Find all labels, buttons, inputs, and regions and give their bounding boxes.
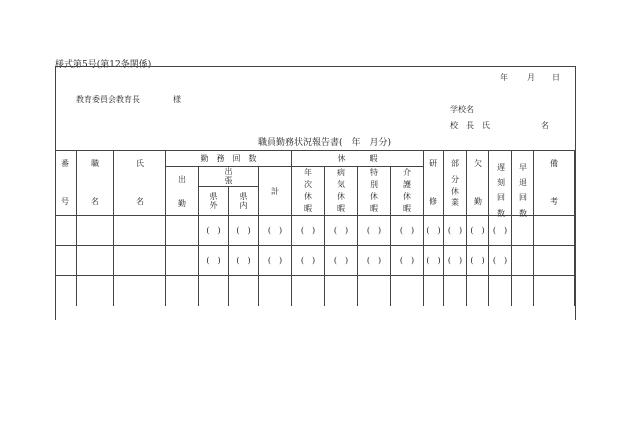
count-placeholder: ( ) — [333, 256, 349, 265]
date-day: 日 — [552, 73, 560, 82]
table-row — [56, 246, 575, 276]
report-table — [55, 150, 575, 306]
count-placeholder: ( ) — [447, 256, 463, 265]
count-placeholder: ( ) — [366, 256, 382, 265]
count-placeholder: ( ) — [470, 256, 485, 265]
form-caption: 様式第5号(第12条関係) — [55, 60, 152, 70]
count-placeholder: ( ) — [470, 226, 485, 235]
count-placeholder: ( ) — [300, 226, 316, 235]
count-placeholder: ( ) — [300, 256, 316, 265]
table-row — [56, 276, 575, 307]
addressee-honorific: 様 — [173, 95, 181, 104]
principal-label: 校 長 氏 — [450, 121, 490, 130]
header-absent: 欠 勤 — [467, 151, 489, 216]
count-placeholder: ( ) — [492, 226, 508, 235]
date-year: 年 — [500, 73, 508, 82]
header-leave: 休 暇 — [292, 151, 424, 167]
header-trip-in-prefecture: 県 内 — [229, 187, 259, 216]
count-placeholder: ( ) — [267, 256, 283, 265]
addressee: 教育委員会教育長 — [76, 95, 140, 104]
header-late: 遅 刻 回 数 — [489, 151, 512, 216]
count-placeholder: ( ) — [447, 226, 463, 235]
header-annual-leave: 年 次 休 暇 — [292, 167, 325, 216]
header-care-leave: 介 護 休 暇 — [391, 167, 424, 216]
header-total: 計 — [259, 167, 292, 216]
count-placeholder: ( ) — [492, 256, 508, 265]
header-trip-out-of-prefecture: 県 外 — [199, 187, 229, 216]
count-placeholder: ( ) — [426, 256, 441, 265]
count-placeholder: ( ) — [399, 226, 415, 235]
count-placeholder: ( ) — [426, 226, 441, 235]
header-sick-leave: 病 気 休 暇 — [325, 167, 358, 216]
count-placeholder: ( ) — [366, 226, 382, 235]
count-placeholder: ( ) — [399, 256, 415, 265]
header-post: 職 名 — [77, 151, 114, 216]
name-suffix: 名 — [541, 121, 549, 130]
header-remarks: 備 考 — [534, 151, 575, 216]
header-early: 早 退 回 数 — [512, 151, 534, 216]
header-name: 氏 名 — [114, 151, 166, 216]
header-present: 出 勤 — [166, 167, 199, 216]
header-business-trip: 出 張 — [199, 167, 259, 187]
count-placeholder: ( ) — [206, 256, 221, 265]
page-title: 職員勤務状況報告書( 年 月分) — [258, 138, 392, 148]
header-training: 研 修 — [424, 151, 444, 216]
count-placeholder: ( ) — [206, 226, 221, 235]
count-placeholder: ( ) — [236, 256, 251, 265]
count-placeholder: ( ) — [333, 226, 349, 235]
count-placeholder: ( ) — [236, 226, 251, 235]
header-attendance-days: 勤 務 回 数 — [166, 151, 292, 167]
date-month: 月 — [527, 73, 535, 82]
header-partial-leave: 部 分 休 業 — [444, 151, 467, 216]
header-number: 番 号 — [56, 151, 77, 216]
school-name-label: 学校名 — [450, 105, 474, 114]
count-placeholder: ( ) — [267, 226, 283, 235]
header-special-leave: 特 別 休 暇 — [358, 167, 391, 216]
